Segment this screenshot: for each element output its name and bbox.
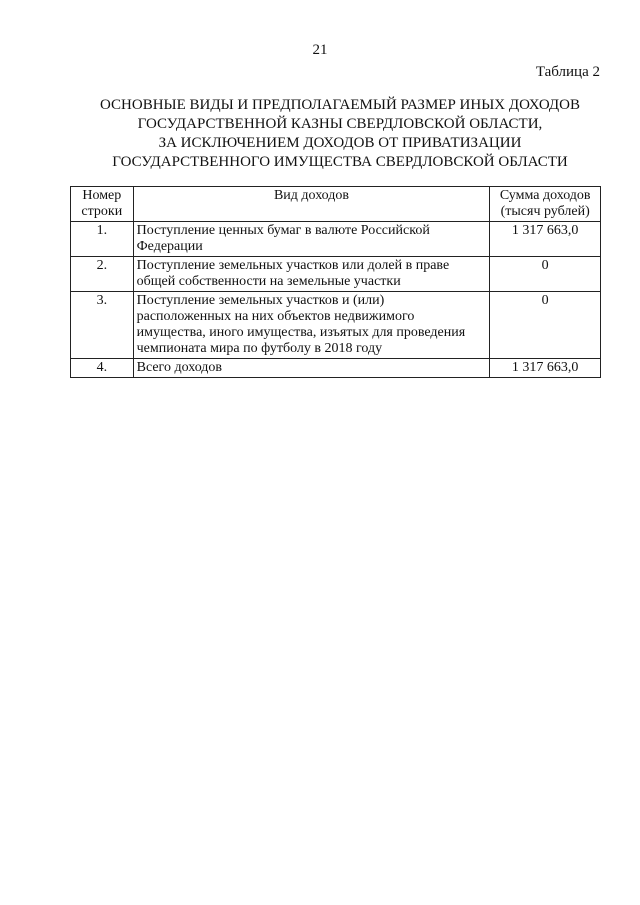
row-number: 2.	[71, 257, 134, 292]
row-income-type-line: чемпионата мира по футболу в 2018 году	[136, 341, 383, 356]
row-income-type-line: Поступление ценных бумаг в валюте Российской	[136, 223, 430, 238]
row-income-type	[133, 257, 490, 292]
header-income-amount	[490, 187, 601, 222]
header-amount-line-2: (тысяч рублей)	[500, 204, 590, 219]
row-income-amount: 0	[490, 257, 601, 292]
row-income-type	[133, 292, 490, 359]
row-income-type-line: общей собственности на земельные участки	[136, 274, 401, 289]
row-income-amount: 1 317 663,0	[490, 222, 601, 257]
title-line-1: ОСНОВНЫЕ ВИДЫ И ПРЕДПОЛАГАЕМЫЙ РАЗМЕР ИНЫХ ДОХОДОВ	[100, 97, 580, 113]
table-row	[71, 222, 601, 257]
header-row-number	[71, 187, 134, 222]
row-income-type-line: имущества, иного имущества, изъятых для проведения	[136, 325, 466, 340]
header-row-number-line-1: Номер	[82, 188, 122, 203]
document-title	[60, 96, 620, 172]
table-row-total	[71, 359, 601, 378]
row-income-type-line: Поступление земельных участков или долей в праве	[136, 258, 450, 273]
row-number: 1.	[71, 222, 134, 257]
table-label: Таблица 2	[535, 64, 600, 80]
table-header-row	[71, 187, 601, 222]
income-table	[70, 186, 601, 378]
row-income-type-line: Федерации	[136, 239, 203, 254]
row-number: 3.	[71, 292, 134, 359]
title-line-4: ГОСУДАРСТВЕННОГО ИМУЩЕСТВА СВЕРДЛОВСКОЙ ОБЛАСТИ	[112, 154, 568, 170]
page-number: 21	[312, 42, 328, 58]
row-number: 4.	[71, 359, 134, 378]
row-income-amount: 1 317 663,0	[490, 359, 601, 378]
header-row-number-line-2: строки	[81, 204, 123, 219]
header-income-type: Вид доходов	[133, 187, 490, 222]
table-row	[71, 292, 601, 359]
row-income-type-line: Всего доходов	[136, 360, 223, 375]
row-income-type	[133, 359, 490, 378]
row-income-amount: 0	[490, 292, 601, 359]
row-income-type-line: расположенных на них объектов недвижимого	[136, 309, 415, 324]
title-line-2: ГОСУДАРСТВЕННОЙ КАЗНЫ СВЕРДЛОВСКОЙ ОБЛАСТИ,	[137, 116, 543, 132]
header-amount-line-1: Сумма доходов	[499, 188, 591, 203]
row-income-type	[133, 222, 490, 257]
title-line-3: ЗА ИСКЛЮЧЕНИЕМ ДОХОДОВ ОТ ПРИВАТИЗАЦИИ	[158, 135, 522, 151]
row-income-type-line: Поступление земельных участков и (или)	[136, 293, 385, 308]
table-row	[71, 257, 601, 292]
